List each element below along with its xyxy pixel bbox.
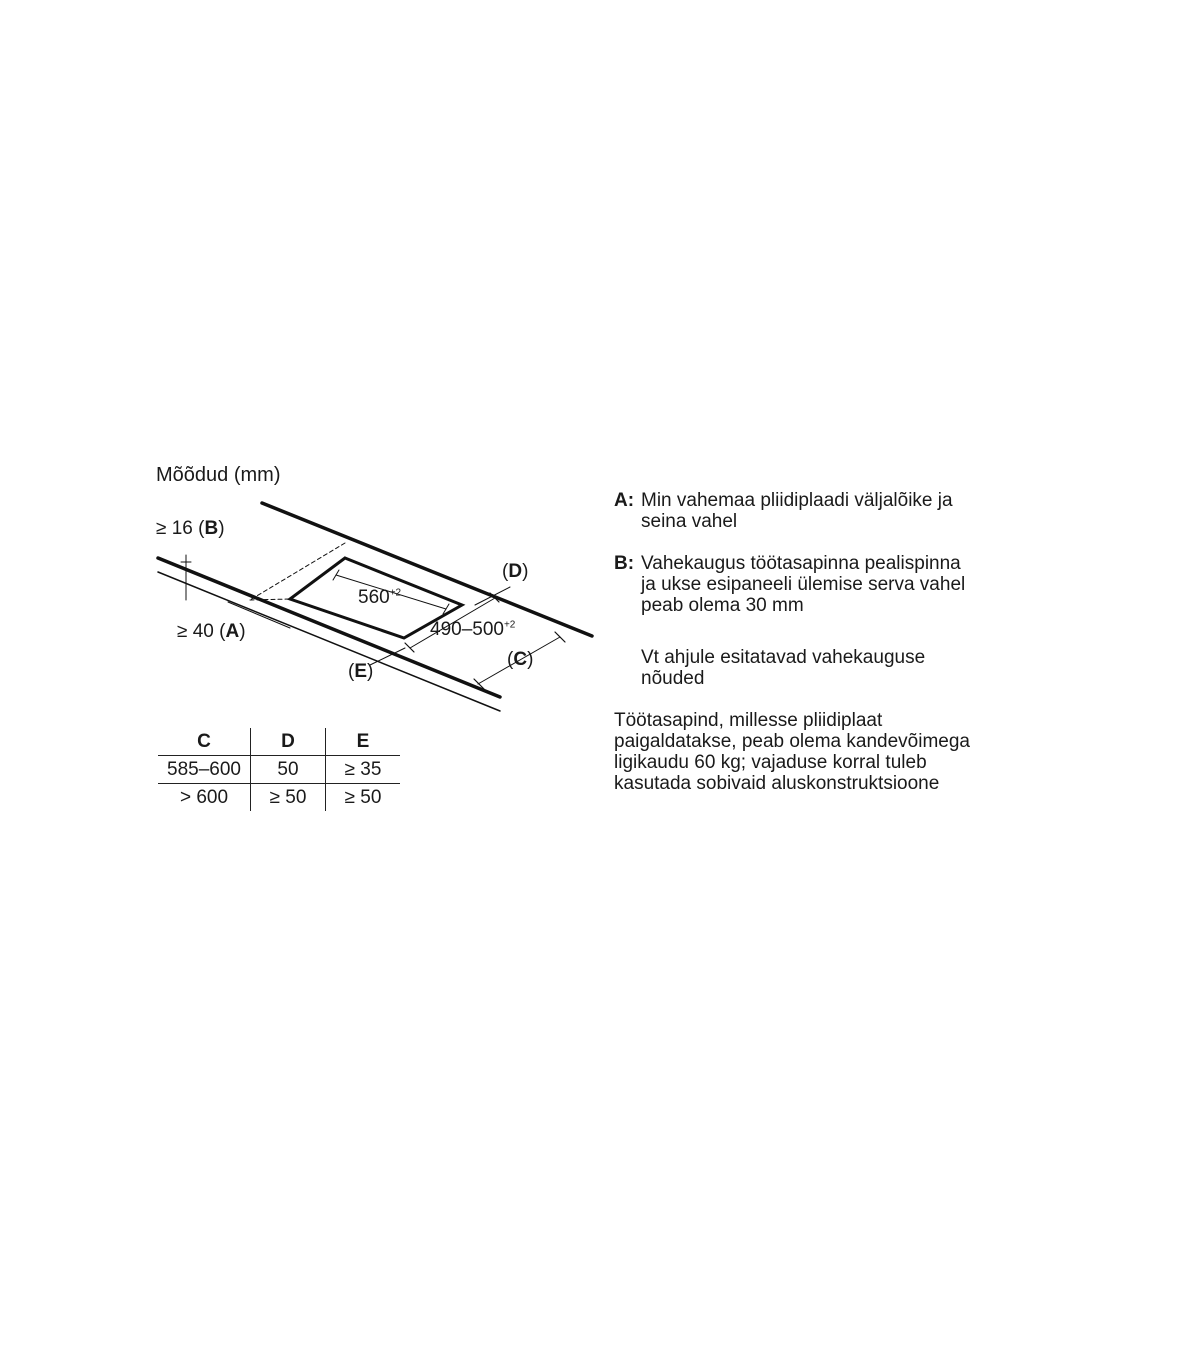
legend-item-b [614, 553, 1034, 616]
c-dim-tick-2 [555, 632, 565, 642]
width-dim-tick-1 [333, 570, 339, 580]
legend-item-a [614, 490, 1034, 532]
cutout-dashed-line [250, 543, 345, 600]
legend-text-a: Min vahemaa pliidiplaadi väljalõike ja seina vahel [641, 490, 953, 532]
table-cell: 50 [250, 756, 325, 783]
label-d: (D) [502, 561, 529, 582]
label-a: ≥ 40 (A) [177, 621, 246, 642]
table-cell: > 600 [179, 786, 229, 808]
label-width: $560^{+2}$ [358, 587, 402, 608]
table-cell: ≥ 50 [250, 784, 325, 811]
oven-note: Vt ahjule esitatavad vahekauguse nõuded [641, 647, 926, 689]
dimension-table [158, 728, 400, 811]
label-depth: $490-500^{+2}$ [430, 619, 516, 640]
depth-dim-arrow-1 [405, 643, 414, 652]
support-note: Töötasapind, millesse pliidiplaat paigaldatakse, peab olema kandevõimega ligikaudu 60 kg; vajaduse korral tuleb kasutada sobivaid aluskonstruktsioone [614, 710, 970, 794]
legend-key-b: B: [614, 553, 635, 574]
table-header-row [158, 728, 400, 756]
label-e: (E) [348, 661, 374, 682]
table-row [158, 784, 400, 811]
countertop-back-edge [262, 503, 592, 636]
installation-diagram [0, 0, 620, 720]
table-cell: ≥ 35 [325, 756, 400, 783]
table-header-e: E [325, 728, 400, 755]
table-cell: 585–600 [167, 758, 241, 780]
label-b: ≥ 16 (B) [156, 518, 225, 539]
legend-key-a: A: [614, 490, 635, 511]
legend [614, 490, 1034, 794]
table-cell: ≥ 50 [325, 784, 400, 811]
table-header-d: D [250, 728, 325, 755]
diagram-title: Mõõdud (mm) [156, 464, 281, 486]
table-row [158, 756, 400, 784]
table-header-c: C [197, 730, 211, 752]
label-c: (C) [507, 649, 534, 670]
legend-text-b: Vahekaugus töötasapinna pealispinna ja ukse esipaneeli ülemise serva vahel peab olema 30 mm [641, 553, 966, 616]
